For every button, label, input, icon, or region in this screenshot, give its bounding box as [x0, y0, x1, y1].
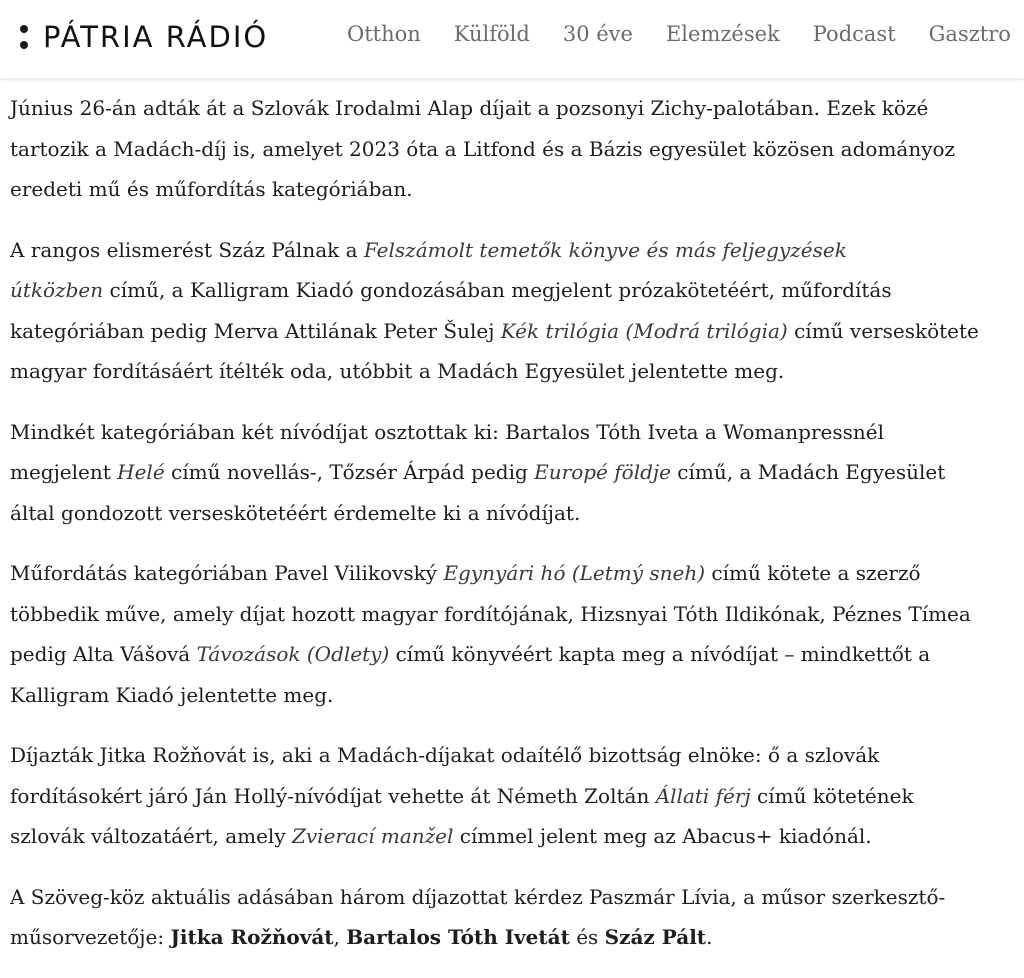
- article-paragraph-4: [10, 553, 1024, 715]
- text-line: műsorvezetője:: [10, 925, 171, 949]
- article-body: [10, 88, 1024, 978]
- book-title-felszamolt-cont: útközben: [10, 278, 104, 302]
- book-title-zvieraci-manzel: Zvierací manžel: [291, 824, 454, 848]
- nav-item-otthon[interactable]: Otthon: [347, 22, 421, 46]
- nav-item-podcast[interactable]: Podcast: [812, 22, 896, 46]
- nav-item-30-eve[interactable]: 30 éve: [562, 22, 633, 46]
- text-line: című, a Kalligram Kiadó gondozásában megjelent prózakötetéért, műfordítás: [103, 278, 892, 302]
- article-paragraph-1: [10, 88, 1024, 210]
- name-bartalos-toth-iveta: Bartalos Tóth Ivetát: [346, 925, 570, 949]
- book-title-egynyari-ho: Egynyári hó (Letmý sneh): [443, 561, 706, 585]
- text-line: című, a Madách Egyesület: [670, 460, 946, 484]
- text-line: Kalligram Kiadó jelentette meg.: [10, 682, 334, 707]
- text-line: tartozik a Madách-díj is, amelyet 2023 óta a Litfond és a Bázis egyesület közösen adományoz: [10, 136, 956, 161]
- text-line: című novellás-, Tőzsér Árpád pedig: [164, 460, 535, 484]
- book-title-tavozasok: Távozások (Odlety): [196, 642, 390, 666]
- text-line: ,: [333, 925, 347, 949]
- text-line: megjelent: [10, 460, 118, 484]
- text-line: és: [569, 925, 605, 949]
- site-logo[interactable]: [20, 20, 268, 54]
- nav-item-gasztro[interactable]: Gasztro: [928, 22, 1011, 46]
- text-line: kategóriában pedig Merva Attilának Peter Šulej: [10, 318, 501, 343]
- nav-item-elemzesek[interactable]: Elemzések: [665, 22, 780, 46]
- text-line: Műfordátás kategóriában Pavel Vilikovský: [10, 561, 444, 585]
- text-line: szlovák változatáért, amely: [10, 824, 292, 848]
- text-line: pedig Alta Vášová: [10, 642, 197, 666]
- text-line: által gondozott verseskötetéért érdemelte ki a nívódíjat.: [10, 500, 581, 525]
- article-paragraph-5: [10, 735, 1024, 857]
- article-paragraph-3: [10, 412, 1024, 534]
- article-paragraph-2: [10, 230, 1024, 392]
- book-title-felszamolt: Felszámolt temetők könyve és más feljegyzések: [363, 237, 847, 262]
- book-title-allati-ferj: Állati férj: [655, 783, 751, 808]
- text-line: A rangos elismerést Száz Pálnak a: [10, 237, 364, 262]
- text-line: fordításokért járó Ján Hollý-nívódíjat vehette át Németh Zoltán: [10, 783, 656, 808]
- book-title-kek-trilogia: Kék trilógia (Modrá trilógia): [500, 318, 788, 343]
- text-line: A Szöveg-köz aktuális adásában három díjazottat kérdez Paszmár Lívia, a műsor szerkesztő-: [10, 884, 946, 909]
- book-title-europe-foldje: Europé földje: [534, 460, 671, 484]
- main-nav: [347, 22, 1024, 46]
- nav-item-kulfold[interactable]: Külföld: [453, 22, 530, 46]
- text-line: magyar fordításáért ítélték oda, utóbbit a Madách Egyesület jelentette meg.: [10, 359, 785, 383]
- site-header: [0, 0, 1024, 78]
- text-line: Díjazták Jitka Rožňovát is, aki a Madách-díjakat odaítélő bizottság elnöke: ő a szlovák: [10, 743, 880, 767]
- book-title-hele: Helé: [117, 460, 165, 484]
- text-line: .: [706, 925, 713, 949]
- text-line: Június 26-án adták át a Szlovák Irodalmi Alap díjait a pozsonyi Zichy-palotában. Ezek közé: [10, 96, 929, 120]
- text-line: című kötetének: [750, 783, 914, 808]
- name-jitka-roznova: Jitka Rožňovát: [170, 925, 334, 949]
- logo-dots-icon: [20, 25, 28, 49]
- text-line: címmel jelent meg az Abacus+ kiadónál.: [453, 824, 872, 848]
- text-line: eredeti mű és műfordítás kategóriában.: [10, 177, 413, 201]
- text-line: többedik műve, amely díjat hozott magyar fordítójának, Hizsnyai Tóth Ildikónak, Péznes Tímea: [10, 601, 971, 626]
- article-paragraph-6: [10, 877, 1024, 958]
- logo-text: PÁTRIA RÁDIÓ: [43, 20, 269, 54]
- text-line: című kötete a szerző: [705, 561, 921, 585]
- text-line: Mindkét kategóriában két nívódíjat osztottak ki: Bartalos Tóth Iveta a Womanpressnél: [10, 419, 884, 444]
- text-line: című könyvéért kapta meg a nívódíjat – mindkettőt a: [389, 642, 931, 666]
- text-line: című verseskötete: [787, 318, 979, 343]
- name-szaz-pal: Száz Pált: [604, 925, 707, 949]
